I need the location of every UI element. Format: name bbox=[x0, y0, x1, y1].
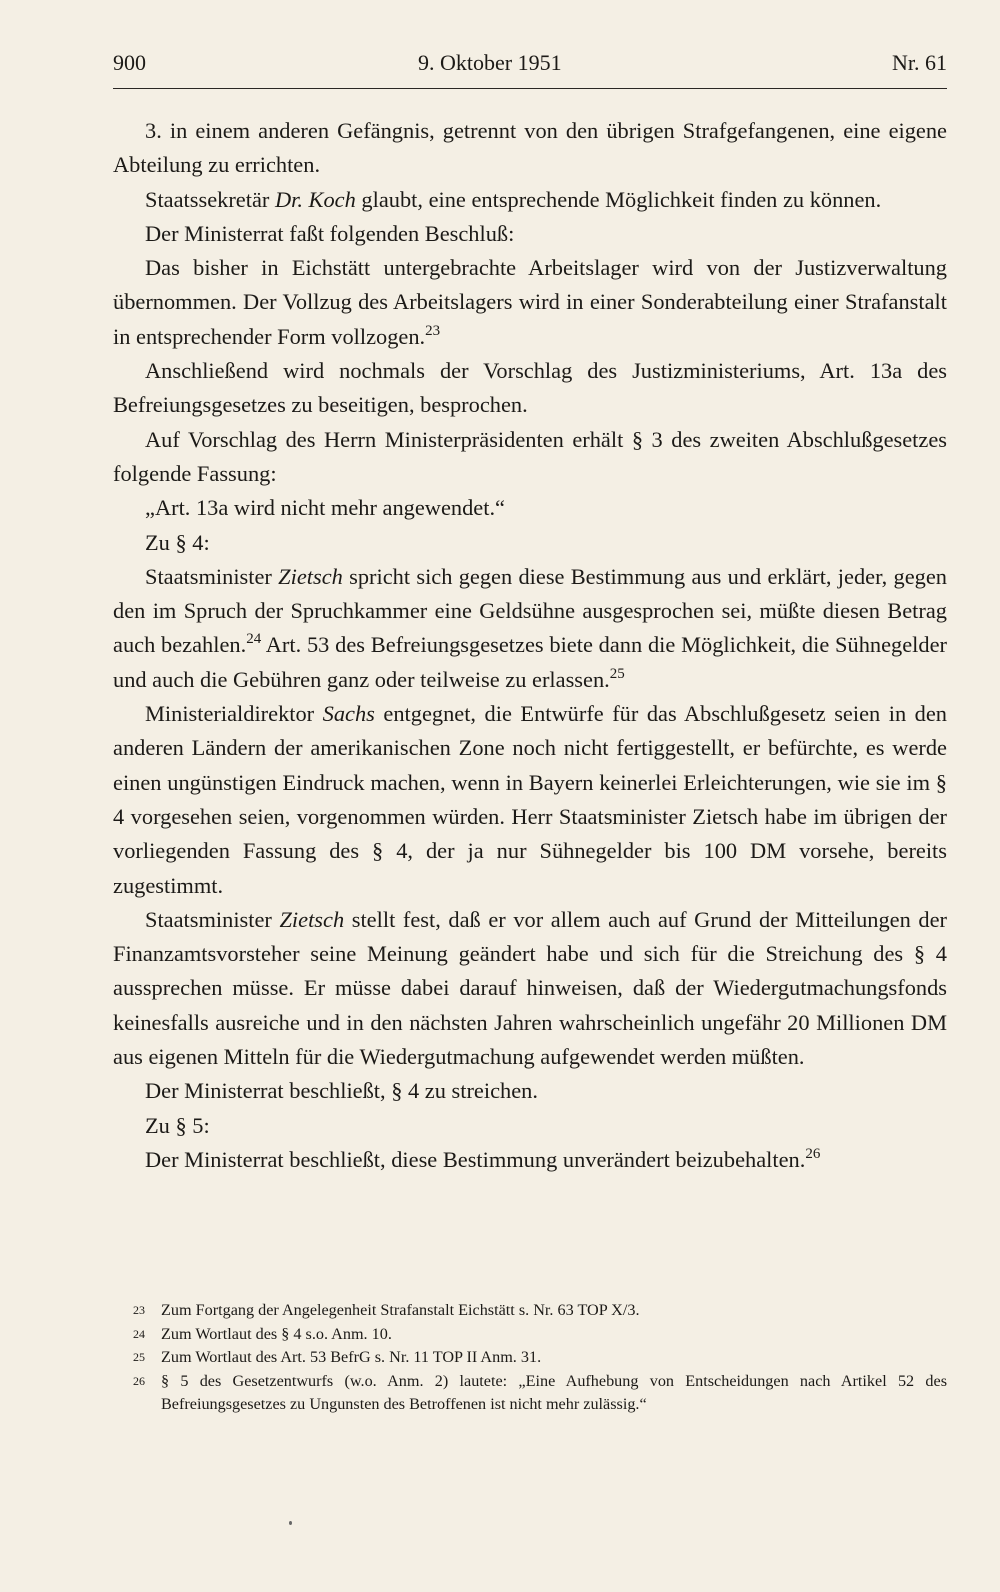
footnote bbox=[133, 1370, 947, 1417]
speaker-name: Zietsch bbox=[278, 563, 343, 589]
footnotes bbox=[133, 1299, 947, 1417]
paragraph: Staatsminister Zietsch spricht sich gegen diese Bestimmung aus und erklärt, jeder, gegen den im Spruch der Spruchkammer eine Geldsühne ausgesprochen sei, müßte diesen Betrag auch bezahlen.$^{24}$ Art. 53 des Befreiungsgesetzes biete dann die Möglichkeit, die Sühnegelder und auch die Gebühren ganz oder teilweise zu erlassen.$^{25}$ bbox=[113, 563, 947, 692]
footnote-number: 25 bbox=[133, 1350, 145, 1364]
footnote-text: Zum Wortlaut des § 4 s.o. Anm. 10. bbox=[161, 1324, 392, 1343]
section-heading: Zu § 4: bbox=[145, 529, 210, 555]
section-heading: Zu § 5: bbox=[145, 1112, 210, 1138]
speaker-name: Zietsch bbox=[279, 906, 345, 932]
running-header bbox=[113, 48, 947, 89]
paragraph: Ministerialdirektor Sachs entgegnet, die Entwürfe für das Abschlußgesetz seien in den anderen Ländern der amerikanischen Zone noch nicht fertiggestellt, er befürchte, es werde einen ungünstigen Eindruck machen, wenn in Bayern keinerlei Erleichterungen, wie sie im § 4 vorgesehen seien, vorgenommen würden. Herr Staatsminister Zietsch habe im übrigen der vorliegenden Fassung des § 4, der ja nur Sühnegelder bis 100 DM vorsehe, bereits zugestimmt. bbox=[113, 701, 947, 898]
paragraph: 3. in einem anderen Gefängnis, getrennt von den übrigen Strafgefangenen, eine eigene Abteilung zu errichten. bbox=[113, 118, 947, 178]
footnote-text: Zum Fortgang der Angelegenheit Strafanstalt Eichstätt s. Nr. 63 TOP X/3. bbox=[161, 1301, 640, 1319]
paragraph: Staatssekretär Dr. Koch glaubt, eine entsprechende Möglichkeit finden zu können. bbox=[145, 186, 882, 212]
paragraph: Staatsminister Zietsch stellt fest, daß er vor allem auch auf Grund der Mitteilungen der Finanzamtsvorsteher seine Meinung geändert habe und sich für die Streichung des § 4 aussprechen müsse. Er müsse dabei darauf hinweisen, daß der Wiedergutmachungsfonds keinesfalls ausreiche und in den nächsten Jahren wahrscheinlich ungefähr 20 Millionen DM aus eigenen Mitteln für die Wiedergutmachung aufgewendet werden müßten. bbox=[113, 906, 947, 1070]
footnote bbox=[133, 1323, 947, 1347]
page-number: 900 bbox=[113, 50, 146, 75]
paper-speck bbox=[289, 1521, 292, 1525]
paragraph: Anschließend wird nochmals der Vorschlag des Justizministeriums, Art. 13a des Befreiungsgesetzes zu beseitigen, besprochen. bbox=[113, 358, 947, 418]
footnote-number: 23 bbox=[133, 1303, 145, 1317]
footnote bbox=[133, 1299, 947, 1323]
footnote-ref: 26 bbox=[805, 1145, 821, 1162]
resolution-text: Das bisher in Eichstätt untergebrachte Arbeitslager wird von der Justizverwaltung übernommen. Der Vollzug des Arbeitslagers wird in einer Sonderabteilung einer Strafanstalt in entsprechender Form vollzogen.$^{23}$ bbox=[113, 255, 947, 349]
footnote bbox=[133, 1346, 947, 1370]
footnote-number: 24 bbox=[133, 1326, 145, 1341]
paragraph: Der Ministerrat beschließt, § 4 zu streichen. bbox=[145, 1078, 538, 1104]
footnote-number: 26 bbox=[133, 1373, 145, 1388]
header-date: 9. Oktober 1951 bbox=[418, 50, 562, 75]
body-text bbox=[113, 114, 947, 1177]
paragraph: Der Ministerrat beschließt, diese Bestimmung unverändert beizubehalten.$^{26}$ bbox=[145, 1145, 821, 1172]
paragraph: Der Ministerrat faßt folgenden Beschluß: bbox=[145, 220, 515, 246]
quoted-text: „Art. 13a wird nicht mehr angewendet.“ bbox=[145, 495, 505, 521]
paragraph: Auf Vorschlag des Herrn Ministerpräsidenten erhält § 3 des zweiten Abschlußgesetzes folgende Fassung: bbox=[113, 426, 947, 486]
speaker-name: Dr. Koch bbox=[274, 186, 356, 212]
speaker-name: Sachs bbox=[322, 701, 375, 727]
footnote-ref: 24 bbox=[246, 631, 262, 648]
footnote-text: Zum Wortlaut des Art. 53 BefrG s. Nr. 11 TOP II Anm. 31. bbox=[161, 1348, 542, 1366]
footnote-ref: 25 bbox=[609, 665, 625, 682]
footnote-ref: 23 bbox=[425, 322, 441, 339]
footnote-text: § 5 des Gesetzentwurfs (w.o. Anm. 2) lautete: „Eine Aufhebung von Entscheidungen nach Artikel 52 des Befreiungsgesetzes zu Ungunsten des Betroffenen ist nicht mehr zulässig.“ bbox=[161, 1371, 947, 1413]
document-number: Nr. 61 bbox=[892, 50, 947, 75]
